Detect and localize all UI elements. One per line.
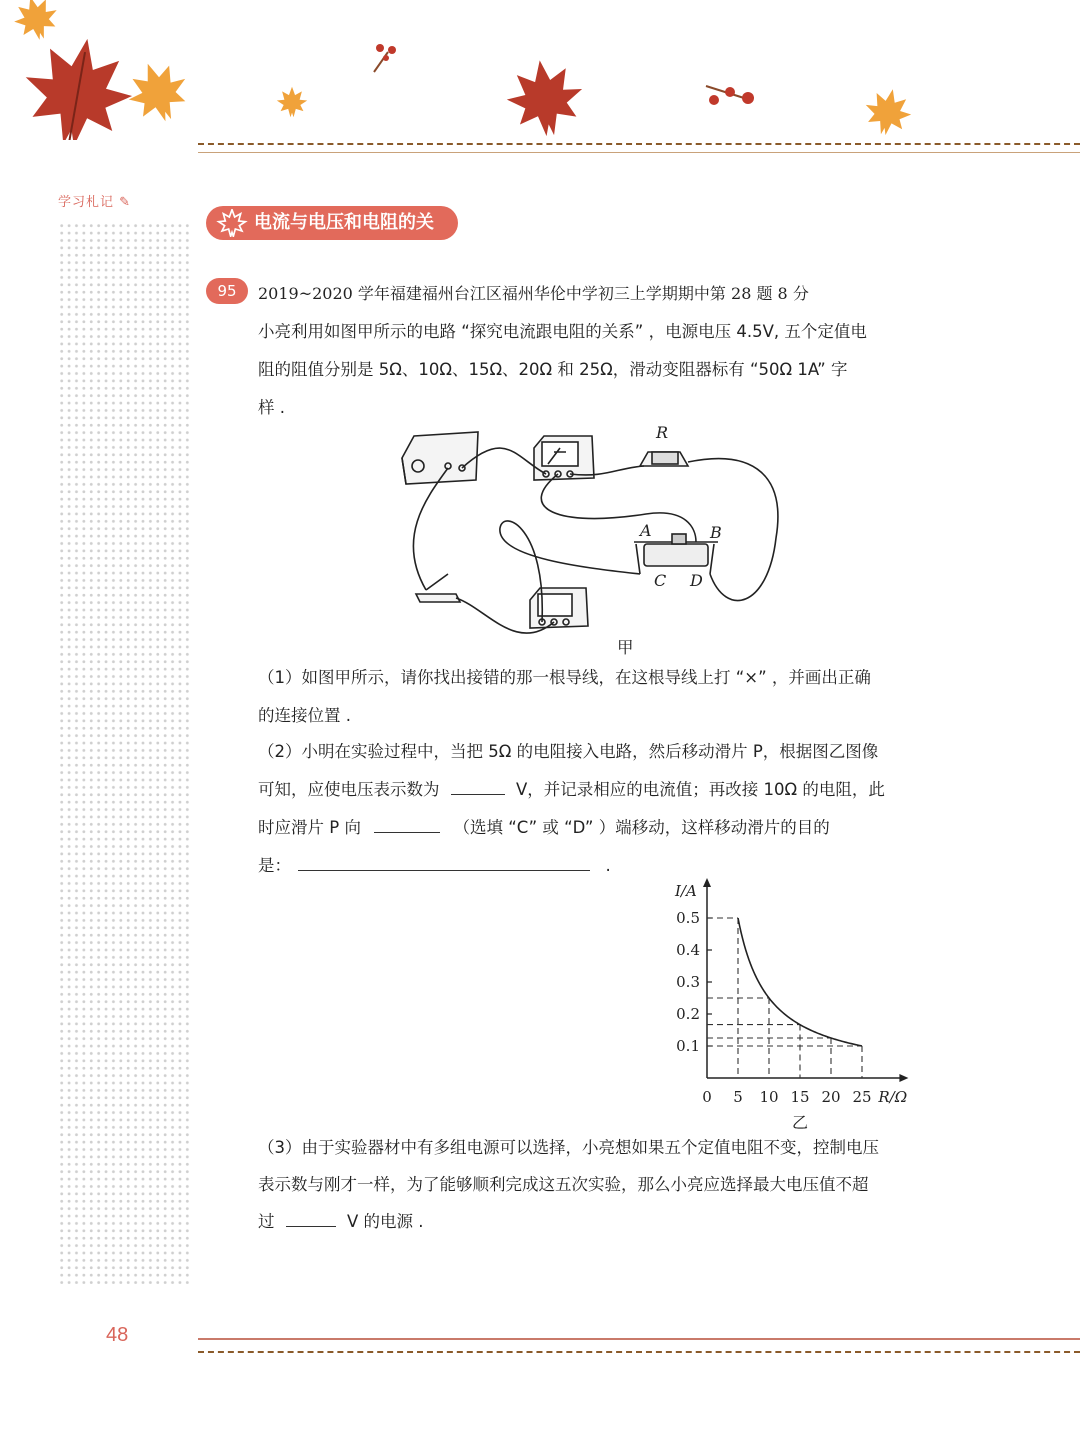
maple-leaf-icon [15, 29, 140, 140]
x-tick-label: 15 [790, 1088, 810, 1106]
page-number: 48 [106, 1324, 129, 1346]
part2-line-1: （2）小明在实验过程中，当把 5Ω 的电阻接入电路，然后移动滑片 P，根据图乙图像 [258, 742, 879, 761]
section-title-pill [206, 206, 458, 240]
x-tick-label: 0 [702, 1088, 712, 1106]
maple-leaf-icon [9, 0, 63, 45]
label-B: B [710, 523, 722, 542]
voltmeter [534, 436, 594, 480]
answer-blank-purpose[interactable] [298, 869, 590, 871]
current-resistance-graph [660, 870, 940, 1132]
fixed-resistor [640, 452, 688, 466]
rheostat [634, 534, 718, 574]
y-tick-label: 0.3 [676, 973, 700, 991]
footer-divider [198, 1338, 1080, 1340]
x-tick-label: 20 [821, 1088, 841, 1106]
y-tick-label: 0.1 [676, 1037, 700, 1055]
pencil-icon: ✎ [119, 195, 132, 210]
part2-line-3: 时应滑片 P 向 （选填 “C” 或 “D” ）端移动，这样移动滑片的目的 [258, 818, 830, 837]
switch [416, 574, 460, 602]
part2-line-4: 是： . [258, 856, 611, 875]
berry-branch-icon [706, 86, 754, 105]
notes-dot-grid [58, 222, 192, 1284]
x-tick-label: 5 [733, 1088, 743, 1106]
berry-branch-icon [374, 44, 396, 72]
y-axis-arrow [703, 878, 711, 887]
answer-blank-voltage[interactable] [451, 793, 505, 795]
graph-caption: 乙 [791, 1113, 809, 1132]
maple-leaf-icon [120, 54, 197, 131]
part3-line-1: （3）由于实验器材中有多组电源可以选择，小亮想如果五个定值电阻不变，控制电压 [258, 1138, 879, 1157]
circuit-diagram [396, 418, 796, 658]
notes-label: 学习札记 ✎ [58, 195, 132, 210]
section-title: 电流与电压和电阻的关 [254, 212, 434, 233]
y-tick-label: 0.5 [676, 909, 700, 927]
part2-line-2: 可知，应使电压表示数为 V，并记录相应的电流值；再改接 10Ω 的电阻，此 [258, 780, 885, 799]
maple-leaf-icon [277, 87, 307, 117]
x-tick-label: 25 [852, 1088, 872, 1106]
label-R: R [656, 423, 669, 442]
intro-line-3: 样 . [258, 398, 285, 417]
maple-leaf-icon [860, 84, 915, 139]
header-divider [198, 152, 1080, 153]
autumn-leaves-decoration [0, 0, 1080, 140]
x-tick-label: 10 [759, 1088, 779, 1106]
footer-dashed-divider [198, 1351, 1080, 1353]
maple-leaf-icon [216, 209, 248, 237]
part3-line-2: 表示数与刚才一样，为了能够顺利完成这五次实验，那么小亮应选择最大电压值不超 [258, 1175, 869, 1194]
answer-blank-direction[interactable] [374, 831, 440, 833]
part1-line-2: 的连接位置 . [258, 706, 351, 725]
label-D: D [690, 571, 703, 590]
figure1-caption: 甲 [617, 638, 634, 657]
part3-line-3: 过 V 的电源 . [258, 1212, 424, 1231]
x-axis-arrow [899, 1074, 908, 1082]
header-dashed-divider [198, 143, 1080, 145]
question-source: 2019~2020 学年福建福州台江区福州华伦中学初三上学期期中第 28 题 8 分 [258, 284, 809, 303]
part1-line-1: （1）如图甲所示，请你找出接错的那一根导线，在这根导线上打 “×” ，并画出正确 [258, 668, 871, 687]
power-supply [402, 432, 478, 484]
y-axis-title: I/A [675, 882, 697, 900]
label-C: C [654, 571, 667, 590]
y-tick-label: 0.4 [676, 941, 700, 959]
x-axis-title: R/Ω [878, 1088, 908, 1106]
intro-line-2: 阻的阻值分别是 5Ω、10Ω、15Ω、20Ω 和 25Ω，滑动变阻器标有 “50Ω 1A” 字 [258, 360, 848, 379]
intro-line-1: 小亮利用如图甲所示的电路 “探究电流跟电阻的关系” ，电源电压 4.5V, 五个定值电 [258, 322, 867, 341]
ammeter [530, 588, 588, 628]
answer-blank-max-voltage[interactable] [286, 1225, 336, 1227]
maple-leaf-icon [502, 55, 588, 140]
question-number-badge: 95 [206, 278, 248, 304]
label-A: A [640, 521, 652, 540]
y-tick-label: 0.2 [676, 1005, 700, 1023]
